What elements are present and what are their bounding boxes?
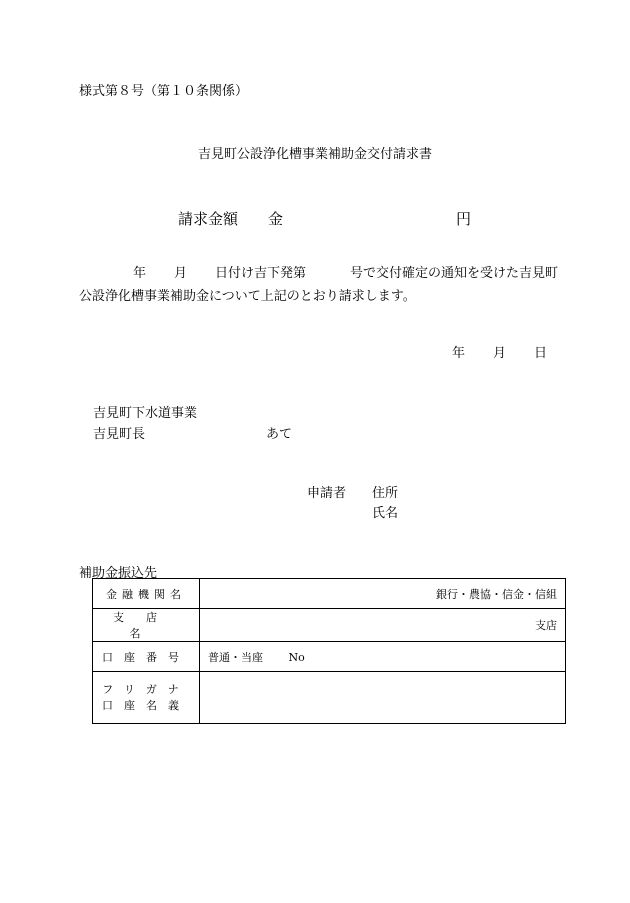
document-title: 吉見町公設浄化槽事業補助金交付請求書 [197,147,432,162]
table-row [93,579,566,609]
body-day-prefix: 日付け吉下発第 [215,266,307,281]
date-month: 月 [493,346,507,361]
account-holder-value[interactable] [200,672,566,724]
table-row [93,609,566,642]
body-line-2: 公設浄化槽事業補助金について上記のとおり請求します。 [79,289,416,304]
account-holder-label [93,672,200,724]
bank-section-title: 補助金振込先 [79,566,158,581]
date-day: 日 [534,346,548,361]
applicant-address-label: 住所 [372,486,399,501]
addressee-suffix: あて [266,427,293,442]
body-month: 月 [174,266,188,281]
table-row [93,642,566,672]
form-number: 様式第８号（第１０条関係） [79,84,249,99]
applicant-name-label: 氏名 [372,506,399,521]
addressee-line-2: 吉見町長 [93,427,146,442]
amount-prefix: 金 [268,210,284,228]
furigana-label: フリガナ [102,682,190,696]
account-number-label: 口座番号 [93,642,200,672]
amount-label: 請求金額 [178,210,239,228]
addressee-line-1: 吉見町下水道事業 [93,406,198,421]
account-holder-name-label: 口座名義 [102,698,190,712]
table-row [93,672,566,724]
body-number-suffix: 号で交付確定の通知を受けた吉見町 [350,266,559,281]
amount-unit: 円 [456,210,472,228]
account-no-label: No [288,650,305,664]
branch-label: 支店名 [93,609,200,642]
bank-name-label: 金融機関名 [93,579,200,609]
account-number-value[interactable] [200,642,566,672]
body-year: 年 [133,266,147,281]
bank-transfer-table [92,578,566,724]
applicant-label: 申請者 [307,486,347,501]
account-type-options: 普通・当座 [208,650,263,664]
branch-value[interactable]: 支店 [200,609,566,642]
bank-name-value[interactable]: 銀行・農協・信金・信組 [200,579,566,609]
date-year: 年 [452,346,466,361]
